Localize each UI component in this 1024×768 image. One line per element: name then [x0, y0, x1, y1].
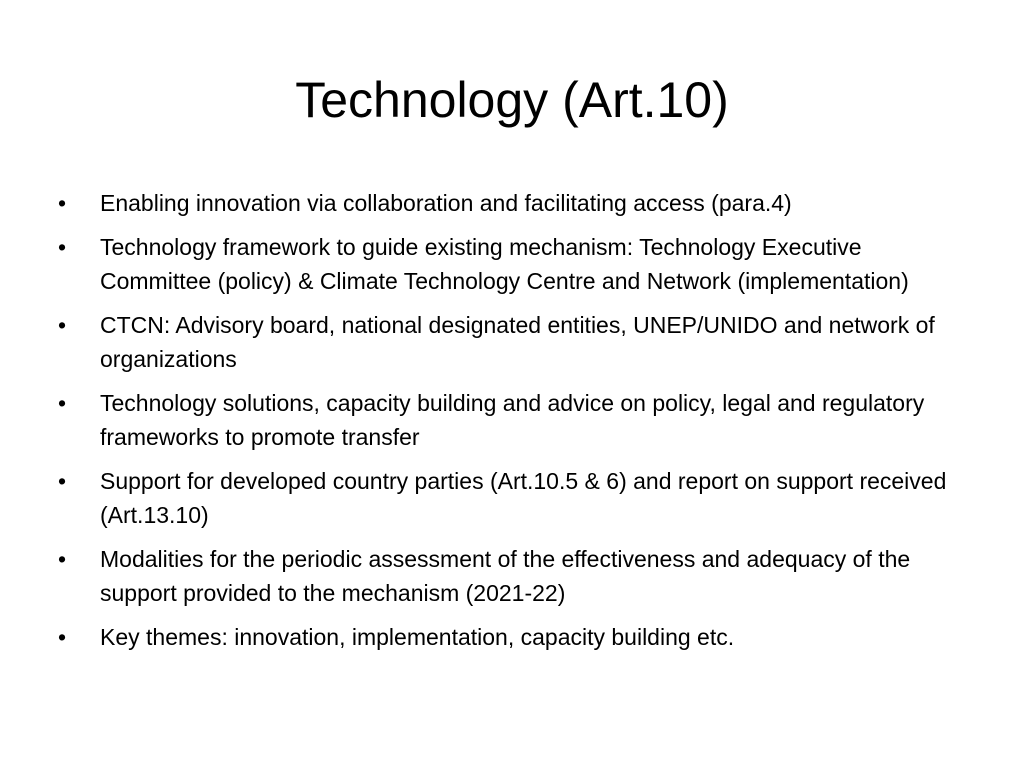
bullet-text: Technology framework to guide existing mechanism: Technology Executive Committee (policy) & Climate Technology Centre and Network (implementation) — [100, 234, 909, 294]
slide-title: Technology (Art.10) — [295, 72, 729, 128]
bullet-text: Support for developed country parties (Art.10.5 & 6) and report on support received (Art.13.10) — [100, 468, 947, 528]
bullet-text: CTCN: Advisory board, national designated entities, UNEP/UNIDO and network of organizations — [100, 312, 935, 372]
bullet-dot-icon: • — [58, 546, 67, 572]
bullet-dot-icon: • — [58, 468, 67, 494]
bullet-item — [58, 386, 978, 454]
bullet-dot-icon: • — [58, 624, 67, 650]
bullet-dot-icon: • — [58, 312, 67, 338]
bullet-text: Enabling innovation via collaboration and facilitating access (para.4) — [100, 190, 792, 216]
bullet-item — [58, 308, 978, 376]
bullet-dot-icon: • — [58, 190, 67, 216]
bullet-item — [58, 542, 978, 610]
bullet-list — [58, 186, 978, 664]
bullet-dot-icon: • — [58, 234, 67, 260]
bullet-item — [58, 464, 978, 532]
bullet-dot-icon: • — [58, 390, 67, 416]
bullet-text: Key themes: innovation, implementation, capacity building etc. — [100, 624, 735, 650]
bullet-item — [58, 620, 978, 654]
bullet-item — [58, 186, 978, 220]
bullet-text: Modalities for the periodic assessment of the effectiveness and adequacy of the support provided to the mechanism (2021-22) — [100, 546, 911, 606]
bullet-text: Technology solutions, capacity building and advice on policy, legal and regulatory frameworks to promote transfer — [100, 390, 925, 450]
bullet-item — [58, 230, 978, 298]
